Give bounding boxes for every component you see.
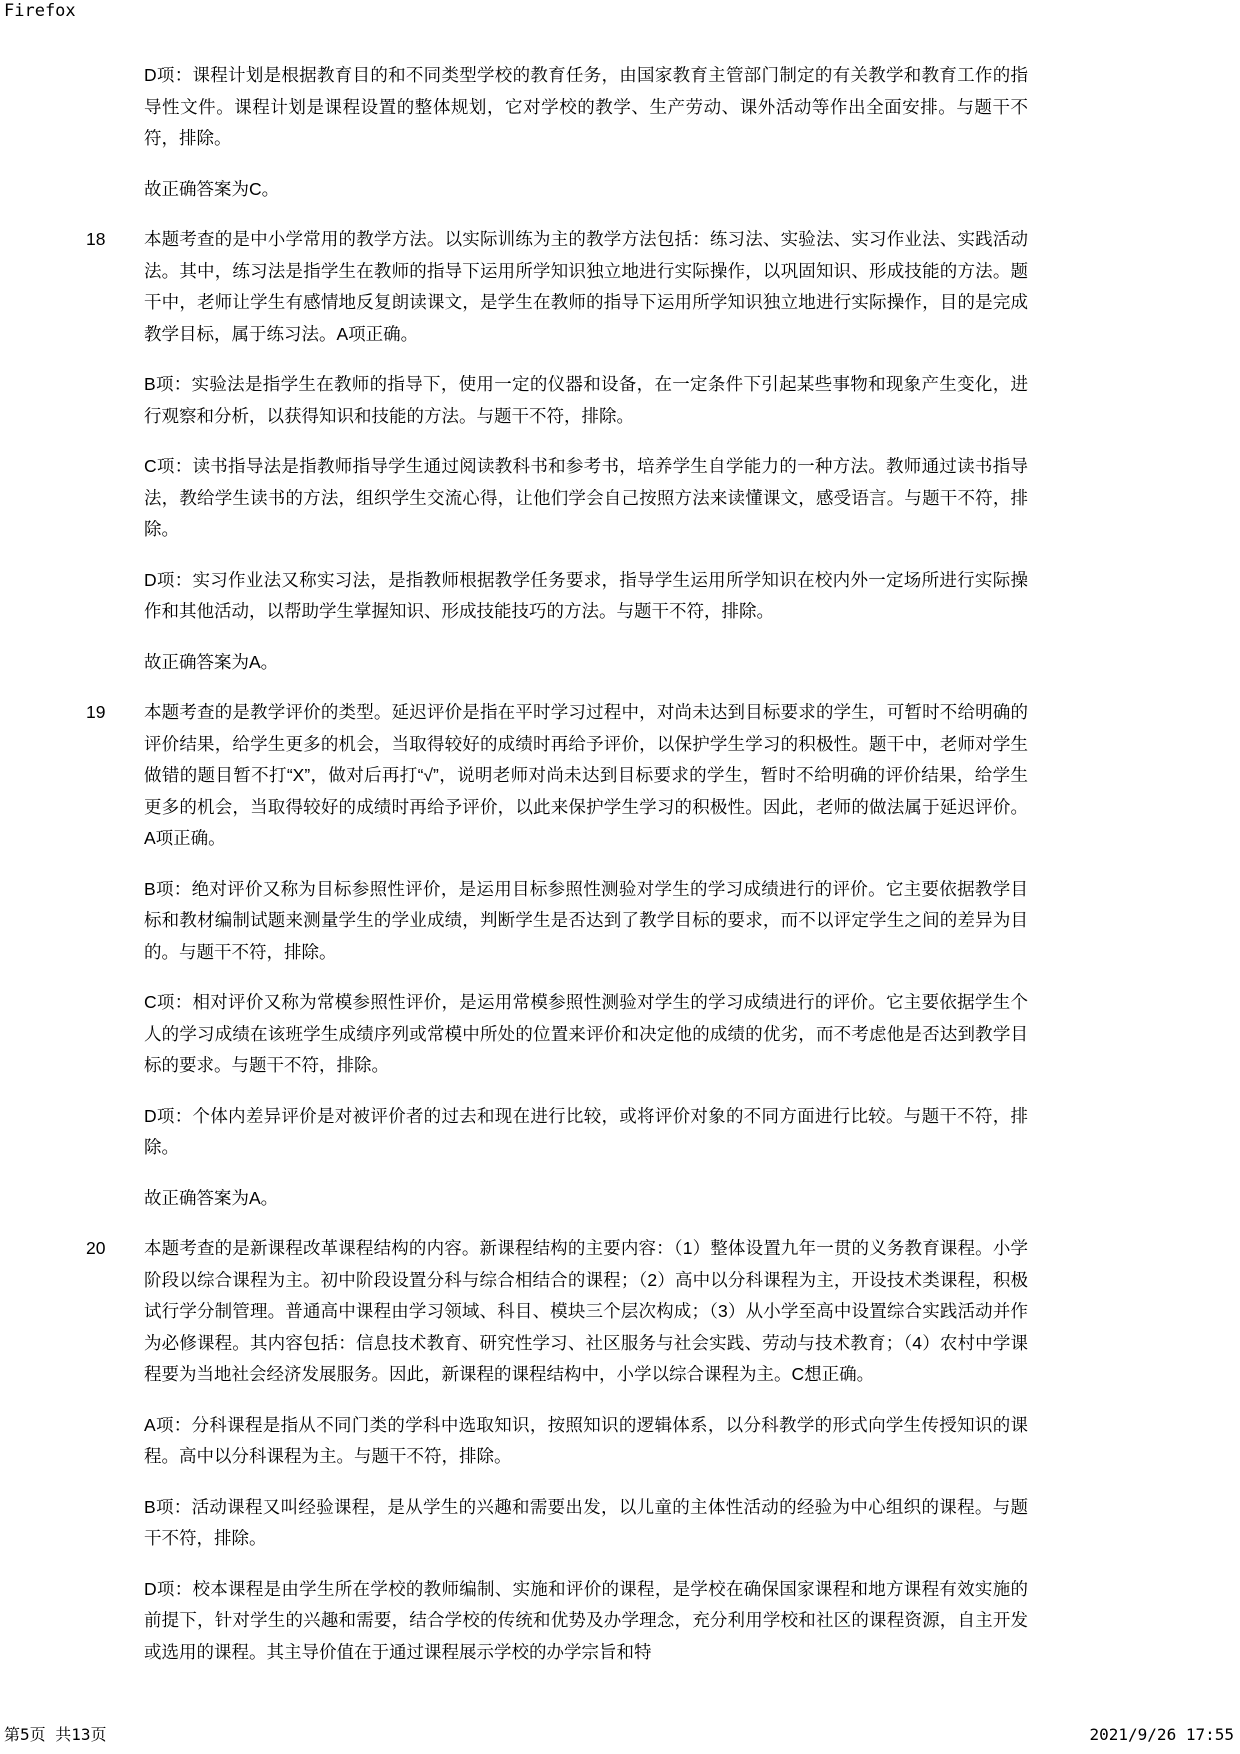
- paragraph-main: 本题考查的是新课程改革课程结构的内容。新课程结构的主要内容：（1）整体设置九年一贯的义务教育课程。小学阶段以综合课程为主。初中阶段设置分科与综合相结合的课程；（2）高中以分科课程为主，开设技术类课程，积极试行学分制管理。普通高中课程由学习领域、科目、模块三个层次构成；（3）从小学至高中设置综合实践活动并作为必修课程。其内容包括：信息技术教育、研究性学习、社区服务与社会实践、劳动与技术教育；（4）农村中学课程要为当地社会经济发展服务。因此，新课程的课程结构中，小学以综合课程为主。C想正确。: [144, 1238, 1028, 1384]
- question-body: [144, 697, 1028, 1214]
- paragraph-option-b: B项：实验法是指学生在教师的指导下，使用一定的仪器和设备，在一定条件下引起某些事物和现象产生变化，进行观察和分析，以获得知识和技能的方法。与题干不符，排除。: [144, 374, 1028, 426]
- browser-app-label: Firefox: [4, 1, 76, 21]
- answer-block: [84, 60, 1028, 205]
- paragraph-option-d: D项：实习作业法又称实习法，是指教师根据教学任务要求，指导学生运用所学知识在校内外一定场所进行实际操作和其他活动，以帮助学生掌握知识、形成技能技巧的方法。与题干不符，排除。: [144, 569, 1028, 621]
- document-body: [84, 60, 1028, 1668]
- page-footer: [0, 1722, 1240, 1748]
- paragraph-option-c: C项：相对评价又称为常模参照性评价，是运用常模参照性测验对学生的学习成绩进行的评价。它主要依据学生个人的学习成绩在该班学生成绩序列或常模中所处的位置来评价和决定他的成绩的优劣，而不考虑他是否达到教学目标的要求。与题干不符，排除。: [144, 992, 1028, 1075]
- paragraph-conclusion: 故正确答案为A。: [144, 651, 279, 672]
- question-body: [144, 224, 1028, 678]
- answer-block-18: [84, 224, 1028, 678]
- paragraph-conclusion: 故正确答案为A。: [144, 1187, 279, 1208]
- question-number: 18: [86, 229, 106, 249]
- paragraph-option-d: D项：校本课程是由学生所在学校的教师编制、实施和评价的课程，是学校在确保国家课程和地方课程有效实施的前提下，针对学生的兴趣和需要，结合学校的传统和优势及办学理念，充分利用学校和社区的课程资源，自主开发或选用的课程。其主导价值在于通过课程展示学校的办学宗旨和特: [144, 1578, 1028, 1662]
- question-number: 20: [86, 1238, 106, 1258]
- answer-block-20: [84, 1233, 1028, 1668]
- paragraph-option-b: B项：活动课程又叫经验课程，是从学生的兴趣和需要出发，以儿童的主体性活动的经验为中心组织的课程。与题干不符，排除。: [144, 1496, 1028, 1548]
- paragraph-option-b: B项：绝对评价又称为目标参照性评价，是运用目标参照性测验对学生的学习成绩进行的评价。它主要依据教学目标和教材编制试题来测量学生的学业成绩，判断学生是否达到了教学目标的要求，而不以评定学生之间的差异为目的。与题干不符，排除。: [144, 878, 1028, 962]
- answer-block-19: [84, 697, 1028, 1214]
- question-body: [144, 1233, 1028, 1668]
- question-number: 19: [86, 702, 106, 722]
- print-timestamp: 2021/9/26 17:55: [1089, 1725, 1234, 1744]
- paragraph: D项：课程计划是根据教育目的和不同类型学校的教育任务，由国家教育主管部门制定的有关教学和教育工作的指导性文件。课程计划是课程设置的整体规划，它对学校的教学、生产劳动、课外活动等作出全面安排。与题干不符，排除。: [144, 65, 1028, 148]
- document-page: [0, 44, 1240, 1706]
- paragraph-option-a: A项：分科课程是指从不同门类的学科中选取知识，按照知识的逻辑体系，以分科教学的形式向学生传授知识的课程。高中以分科课程为主。与题干不符，排除。: [144, 1414, 1028, 1466]
- paragraph-conclusion: 故正确答案为C。: [144, 178, 280, 199]
- paragraph-main: 本题考查的是中小学常用的教学方法。以实际训练为主的教学方法包括：练习法、实验法、实习作业法、实践活动法。其中，练习法是指学生在教师的指导下运用所学知识独立地进行实际操作，以巩固知识、形成技能的方法。题干中，老师让学生有感情地反复朗读课文，是学生在教师的指导下运用所学知识独立地进行实际操作，目的是完成教学目标，属于练习法。A项正确。: [144, 229, 1028, 344]
- page-number-label: 第5页 共13页: [4, 1725, 107, 1744]
- paragraph-option-c: C项：读书指导法是指教师指导学生通过阅读教科书和参考书，培养学生自学能力的一种方法。教师通过读书指导法，教给学生读书的方法，组织学生交流心得，让他们学会自己按照方法来读懂课文，感受语言。与题干不符，排除。: [144, 456, 1028, 539]
- paragraph-main: 本题考查的是教学评价的类型。延迟评价是指在平时学习过程中，对尚未达到目标要求的学生，可暂时不给明确的评价结果，给学生更多的机会，当取得较好的成绩时再给予评价，以保护学生学习的积极性。题干中，老师对学生做错的题目暂不打“X”，做对后再打“√”，说明老师对尚未达到目标要求的学生，暂时不给明确的评价结果，给学生更多的机会，当取得较好的成绩时再给予评价，以此来保护学生学习的积极性。因此，老师的做法属于延迟评价。A项正确。: [144, 702, 1028, 848]
- paragraph-option-d: D项：个体内差异评价是对被评价者的过去和现在进行比较，或将评价对象的不同方面进行比较。与题干不符，排除。: [144, 1105, 1028, 1157]
